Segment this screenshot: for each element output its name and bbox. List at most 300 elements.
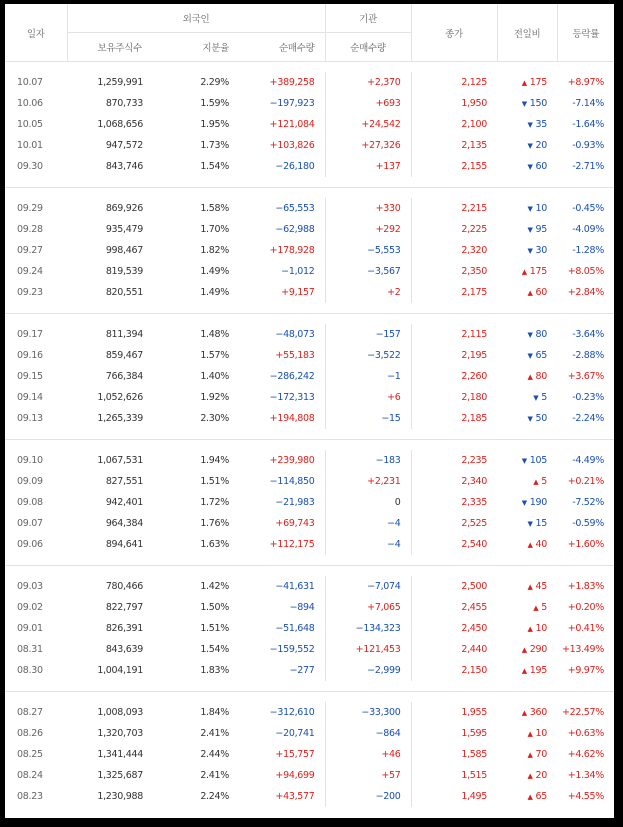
cell-foreign-net: +43,577 (239, 786, 325, 807)
header-foreign: 외국인 (67, 4, 325, 33)
triangle-up-icon: ▲ (527, 625, 533, 633)
cell-institution-net: +57 (325, 765, 411, 786)
cell-rate: -1.28% (572, 245, 605, 256)
table-row (5, 240, 614, 261)
cell-foreign-holdings: 820,551 (105, 287, 143, 298)
cell-rate: +8.97% (567, 77, 605, 88)
cell-rate: +22.57% (561, 707, 605, 718)
cell-close: 1,595 (461, 728, 488, 739)
change-value: 10 (535, 203, 548, 214)
cell-institution-net: −200 (325, 786, 411, 807)
cell-close: 2,215 (461, 203, 488, 214)
cell-change (497, 72, 557, 93)
cell-rate: -1.64% (572, 119, 605, 130)
spacer-cell (5, 303, 614, 314)
cell-rate: -2.71% (572, 161, 605, 172)
cell-foreign-net: −65,553 (239, 198, 325, 219)
cell-date: 10.01 (17, 140, 43, 151)
cell-foreign-holdings: 1,265,339 (97, 413, 143, 424)
cell-foreign-ratio: 1.95% (200, 119, 229, 130)
cell-foreign-ratio: 1.40% (200, 371, 229, 382)
triangle-down-icon: ▼ (521, 499, 527, 507)
cell-foreign-ratio: 2.24% (200, 791, 229, 802)
spacer-cell (5, 807, 614, 817)
cell-foreign-holdings: 826,391 (105, 623, 143, 634)
cell-change (497, 114, 557, 135)
cell-foreign-holdings: 1,004,191 (97, 665, 143, 676)
triangle-up-icon: ▲ (527, 583, 533, 591)
triangle-up-icon: ▲ (527, 772, 533, 780)
cell-foreign-holdings: 1,008,093 (97, 707, 143, 718)
table-row (5, 72, 614, 93)
cell-date: 09.13 (17, 413, 43, 424)
cell-foreign-net: −286,242 (239, 366, 325, 387)
change-value: 65 (535, 350, 548, 361)
cell-rate: +0.63% (567, 728, 605, 739)
change-value: 190 (529, 497, 548, 508)
change-value: 80 (535, 329, 548, 340)
header-institution-net: 순매수량 (325, 33, 411, 62)
cell-foreign-ratio: 1.54% (200, 644, 229, 655)
cell-foreign-holdings: 935,479 (105, 224, 143, 235)
cell-change (497, 366, 557, 387)
change-value: 50 (535, 413, 548, 424)
table-row (5, 450, 614, 471)
cell-date: 09.01 (17, 623, 43, 634)
cell-institution-net: +6 (325, 387, 411, 408)
cell-change (497, 408, 557, 429)
change-value: 5 (541, 602, 548, 613)
cell-rate: +1.60% (567, 539, 605, 550)
spacer-cell (5, 692, 614, 703)
triangle-up-icon: ▲ (521, 667, 527, 675)
cell-change (497, 786, 557, 807)
cell-foreign-holdings: 947,572 (105, 140, 143, 151)
change-value: 80 (535, 371, 548, 382)
cell-date: 09.14 (17, 392, 43, 403)
change-value: 70 (535, 749, 548, 760)
change-value: 95 (535, 224, 548, 235)
cell-institution-net: −7,074 (325, 576, 411, 597)
cell-rate: +4.55% (567, 791, 605, 802)
triangle-up-icon: ▲ (527, 730, 533, 738)
cell-institution-net: +330 (325, 198, 411, 219)
triangle-down-icon: ▼ (527, 331, 533, 339)
table-row (5, 639, 614, 660)
cell-foreign-ratio: 1.54% (200, 161, 229, 172)
table-row (5, 513, 614, 534)
cell-foreign-ratio: 1.48% (200, 329, 229, 340)
cell-institution-net: −864 (325, 723, 411, 744)
cell-foreign-ratio: 1.76% (200, 518, 229, 529)
cell-change (497, 723, 557, 744)
cell-close: 1,585 (461, 749, 488, 760)
cell-foreign-ratio: 1.94% (200, 455, 229, 466)
cell-close: 2,235 (461, 455, 488, 466)
table-row (5, 387, 614, 408)
cell-foreign-ratio: 1.50% (200, 602, 229, 613)
cell-institution-net: −134,323 (325, 618, 411, 639)
spacer-cell (5, 177, 614, 188)
cell-rate: +0.20% (567, 602, 605, 613)
cell-foreign-net: +69,743 (239, 513, 325, 534)
cell-foreign-holdings: 870,733 (105, 98, 143, 109)
cell-foreign-holdings: 843,639 (105, 644, 143, 655)
cell-institution-net: −157 (325, 324, 411, 345)
cell-date: 10.05 (17, 119, 43, 130)
spacer-cell (5, 429, 614, 440)
cell-date: 08.25 (17, 749, 43, 760)
cell-change (497, 93, 557, 114)
cell-institution-net: +27,326 (325, 135, 411, 156)
cell-institution-net: −2,999 (325, 660, 411, 681)
cell-foreign-ratio: 2.44% (200, 749, 229, 760)
cell-date: 09.29 (17, 203, 43, 214)
triangle-down-icon: ▼ (527, 520, 533, 528)
header-foreign-ratio: 지분율 (153, 33, 239, 62)
cell-foreign-ratio: 1.51% (200, 476, 229, 487)
group-spacer (5, 177, 614, 188)
cell-rate: +2.84% (567, 287, 605, 298)
cell-close: 2,180 (461, 392, 488, 403)
header-foreign-holdings: 보유주식수 (67, 33, 153, 62)
header-change: 전일비 (497, 4, 557, 62)
change-value: 10 (535, 728, 548, 739)
cell-foreign-ratio: 1.83% (200, 665, 229, 676)
investor-trading-table-panel (5, 4, 614, 818)
cell-institution-net: +137 (325, 156, 411, 177)
cell-close: 2,125 (461, 77, 488, 88)
cell-rate: +0.41% (567, 623, 605, 634)
cell-change (497, 198, 557, 219)
cell-institution-net: +121,453 (325, 639, 411, 660)
cell-foreign-holdings: 822,797 (105, 602, 143, 613)
table-row (5, 114, 614, 135)
table-row (5, 744, 614, 765)
cell-institution-net: −33,300 (325, 702, 411, 723)
table-row (5, 765, 614, 786)
cell-close: 2,225 (461, 224, 488, 235)
cell-date: 09.10 (17, 455, 43, 466)
cell-foreign-holdings: 1,068,656 (97, 119, 143, 130)
cell-change (497, 534, 557, 555)
cell-rate: +8.05% (567, 266, 605, 277)
group-spacer (5, 440, 614, 451)
table-row (5, 702, 614, 723)
triangle-down-icon: ▼ (533, 394, 539, 402)
investor-trading-table (5, 4, 614, 817)
cell-change (497, 219, 557, 240)
cell-rate: +13.49% (561, 644, 605, 655)
cell-institution-net: −15 (325, 408, 411, 429)
cell-close: 2,260 (461, 371, 488, 382)
cell-institution-net: +2,231 (325, 471, 411, 492)
cell-close: 2,450 (461, 623, 488, 634)
cell-date: 09.30 (17, 161, 43, 172)
cell-foreign-holdings: 869,926 (105, 203, 143, 214)
cell-rate: +0.21% (567, 476, 605, 487)
cell-date: 09.27 (17, 245, 43, 256)
cell-foreign-ratio: 2.41% (200, 728, 229, 739)
cell-date: 08.30 (17, 665, 43, 676)
cell-foreign-ratio: 1.92% (200, 392, 229, 403)
cell-foreign-ratio: 1.51% (200, 623, 229, 634)
cell-change (497, 324, 557, 345)
change-value: 105 (529, 455, 548, 466)
triangle-up-icon: ▲ (527, 541, 533, 549)
cell-rate: +1.83% (567, 581, 605, 592)
triangle-up-icon: ▲ (527, 751, 533, 759)
cell-rate: -2.24% (572, 413, 605, 424)
table-row (5, 198, 614, 219)
cell-rate: +4.62% (567, 749, 605, 760)
cell-foreign-holdings: 811,394 (105, 329, 143, 340)
cell-foreign-holdings: 942,401 (105, 497, 143, 508)
change-value: 30 (535, 245, 548, 256)
triangle-up-icon: ▲ (521, 268, 527, 276)
cell-institution-net: −3,567 (325, 261, 411, 282)
cell-foreign-ratio: 1.49% (200, 266, 229, 277)
cell-rate: -0.45% (572, 203, 605, 214)
triangle-up-icon: ▲ (527, 373, 533, 381)
cell-foreign-ratio: 1.49% (200, 287, 229, 298)
cell-change (497, 471, 557, 492)
group-spacer (5, 303, 614, 314)
table-row (5, 135, 614, 156)
cell-foreign-net: +194,808 (239, 408, 325, 429)
cell-foreign-net: −48,073 (239, 324, 325, 345)
triangle-down-icon: ▼ (527, 142, 533, 150)
header-foreign-net: 순매수량 (239, 33, 325, 62)
cell-foreign-holdings: 819,539 (105, 266, 143, 277)
cell-institution-net: −3,522 (325, 345, 411, 366)
cell-rate: -0.93% (572, 140, 605, 151)
cell-foreign-net: +9,157 (239, 282, 325, 303)
triangle-up-icon: ▲ (527, 793, 533, 801)
cell-change (497, 156, 557, 177)
triangle-up-icon: ▲ (521, 79, 527, 87)
group-spacer (5, 188, 614, 199)
group-spacer (5, 62, 614, 73)
cell-foreign-net: +55,183 (239, 345, 325, 366)
cell-date: 08.27 (17, 707, 43, 718)
cell-close: 2,350 (461, 266, 488, 277)
cell-close: 2,175 (461, 287, 488, 298)
cell-close: 2,100 (461, 119, 488, 130)
cell-date: 09.15 (17, 371, 43, 382)
cell-rate: -0.23% (572, 392, 605, 403)
cell-institution-net: +2,370 (325, 72, 411, 93)
header-institution: 기관 (325, 4, 411, 33)
table-row (5, 786, 614, 807)
group-spacer (5, 681, 614, 692)
cell-date: 08.26 (17, 728, 43, 739)
cell-foreign-ratio: 1.63% (200, 539, 229, 550)
cell-close: 2,185 (461, 413, 488, 424)
table-row (5, 345, 614, 366)
cell-foreign-net: −62,988 (239, 219, 325, 240)
cell-change (497, 702, 557, 723)
cell-change (497, 135, 557, 156)
cell-foreign-net: +178,928 (239, 240, 325, 261)
cell-foreign-holdings: 766,384 (105, 371, 143, 382)
cell-foreign-holdings: 1,259,991 (97, 77, 143, 88)
cell-foreign-net: −114,850 (239, 471, 325, 492)
cell-close: 2,135 (461, 140, 488, 151)
cell-date: 09.08 (17, 497, 43, 508)
triangle-down-icon: ▼ (527, 352, 533, 360)
change-value: 45 (535, 581, 548, 592)
change-value: 175 (529, 266, 548, 277)
cell-close: 1,950 (461, 98, 488, 109)
triangle-up-icon: ▲ (527, 289, 533, 297)
cell-date: 09.17 (17, 329, 43, 340)
cell-close: 2,335 (461, 497, 488, 508)
table-row (5, 492, 614, 513)
cell-institution-net: +292 (325, 219, 411, 240)
triangle-down-icon: ▼ (527, 247, 533, 255)
change-value: 150 (529, 98, 548, 109)
cell-institution-net: +7,065 (325, 597, 411, 618)
change-value: 15 (535, 518, 548, 529)
group-spacer (5, 314, 614, 325)
cell-date: 10.06 (17, 98, 43, 109)
table-row (5, 156, 614, 177)
cell-foreign-net: +121,084 (239, 114, 325, 135)
cell-foreign-net: −172,313 (239, 387, 325, 408)
cell-rate: +3.67% (567, 371, 605, 382)
cell-foreign-net: −1,012 (239, 261, 325, 282)
group-spacer (5, 555, 614, 566)
change-value: 195 (529, 665, 548, 676)
table-row (5, 93, 614, 114)
header-close: 종가 (411, 4, 497, 62)
cell-date: 08.31 (17, 644, 43, 655)
group-spacer (5, 429, 614, 440)
cell-institution-net: +2 (325, 282, 411, 303)
cell-change (497, 345, 557, 366)
table-row (5, 324, 614, 345)
table-row (5, 534, 614, 555)
triangle-down-icon: ▼ (527, 415, 533, 423)
header-date: 일자 (5, 4, 67, 62)
cell-foreign-holdings: 998,467 (105, 245, 143, 256)
cell-date: 09.28 (17, 224, 43, 235)
triangle-down-icon: ▼ (527, 163, 533, 171)
table-body (5, 62, 614, 818)
cell-foreign-ratio: 1.42% (200, 581, 229, 592)
cell-date: 08.23 (17, 791, 43, 802)
cell-date: 09.03 (17, 581, 43, 592)
cell-foreign-ratio: 1.84% (200, 707, 229, 718)
cell-rate: -3.64% (572, 329, 605, 340)
table-row (5, 366, 614, 387)
table-row (5, 282, 614, 303)
cell-change (497, 639, 557, 660)
cell-close: 2,320 (461, 245, 488, 256)
cell-foreign-net: −894 (239, 597, 325, 618)
table-header (5, 4, 614, 62)
change-value: 65 (535, 791, 548, 802)
cell-close: 2,500 (461, 581, 488, 592)
table-row (5, 618, 614, 639)
table-row (5, 723, 614, 744)
cell-institution-net: −5,553 (325, 240, 411, 261)
change-value: 360 (529, 707, 548, 718)
cell-change (497, 618, 557, 639)
cell-rate: +9.97% (567, 665, 605, 676)
cell-close: 2,455 (461, 602, 488, 613)
cell-date: 10.07 (17, 77, 43, 88)
cell-change (497, 387, 557, 408)
cell-change (497, 450, 557, 471)
cell-close: 2,195 (461, 350, 488, 361)
cell-rate: -0.59% (572, 518, 605, 529)
change-value: 60 (535, 161, 548, 172)
cell-change (497, 660, 557, 681)
cell-institution-net: −4 (325, 513, 411, 534)
cell-foreign-ratio: 2.41% (200, 770, 229, 781)
cell-rate: -4.49% (572, 455, 605, 466)
cell-foreign-net: +112,175 (239, 534, 325, 555)
change-value: 290 (529, 644, 548, 655)
cell-foreign-net: −197,923 (239, 93, 325, 114)
cell-change (497, 576, 557, 597)
group-spacer (5, 807, 614, 817)
cell-foreign-ratio: 2.30% (200, 413, 229, 424)
cell-change (497, 513, 557, 534)
cell-change (497, 765, 557, 786)
change-value: 20 (535, 770, 548, 781)
cell-change (497, 744, 557, 765)
cell-change (497, 261, 557, 282)
table-row (5, 576, 614, 597)
cell-close: 1,955 (461, 707, 488, 718)
header-rate: 등락률 (557, 4, 614, 62)
cell-foreign-holdings: 1,052,626 (97, 392, 143, 403)
cell-close: 2,115 (461, 329, 488, 340)
cell-change (497, 240, 557, 261)
change-value: 35 (535, 119, 548, 130)
cell-foreign-ratio: 1.73% (200, 140, 229, 151)
cell-rate: -4.09% (572, 224, 605, 235)
cell-foreign-net: −159,552 (239, 639, 325, 660)
cell-foreign-holdings: 859,467 (105, 350, 143, 361)
table-row (5, 261, 614, 282)
cell-foreign-net: +103,826 (239, 135, 325, 156)
cell-foreign-holdings: 1,067,531 (97, 455, 143, 466)
triangle-up-icon: ▲ (521, 646, 527, 654)
change-value: 5 (541, 392, 548, 403)
cell-close: 2,525 (461, 518, 488, 529)
cell-foreign-net: −312,610 (239, 702, 325, 723)
cell-foreign-ratio: 1.72% (200, 497, 229, 508)
cell-change (497, 597, 557, 618)
cell-date: 09.09 (17, 476, 43, 487)
change-value: 20 (535, 140, 548, 151)
cell-date: 09.02 (17, 602, 43, 613)
cell-foreign-ratio: 1.59% (200, 98, 229, 109)
cell-institution-net: 0 (325, 492, 411, 513)
cell-foreign-net: +239,980 (239, 450, 325, 471)
cell-foreign-net: −277 (239, 660, 325, 681)
table-row (5, 597, 614, 618)
cell-foreign-holdings: 964,384 (105, 518, 143, 529)
cell-rate: -7.52% (572, 497, 605, 508)
table-row (5, 408, 614, 429)
triangle-up-icon: ▲ (521, 709, 527, 717)
cell-date: 09.07 (17, 518, 43, 529)
